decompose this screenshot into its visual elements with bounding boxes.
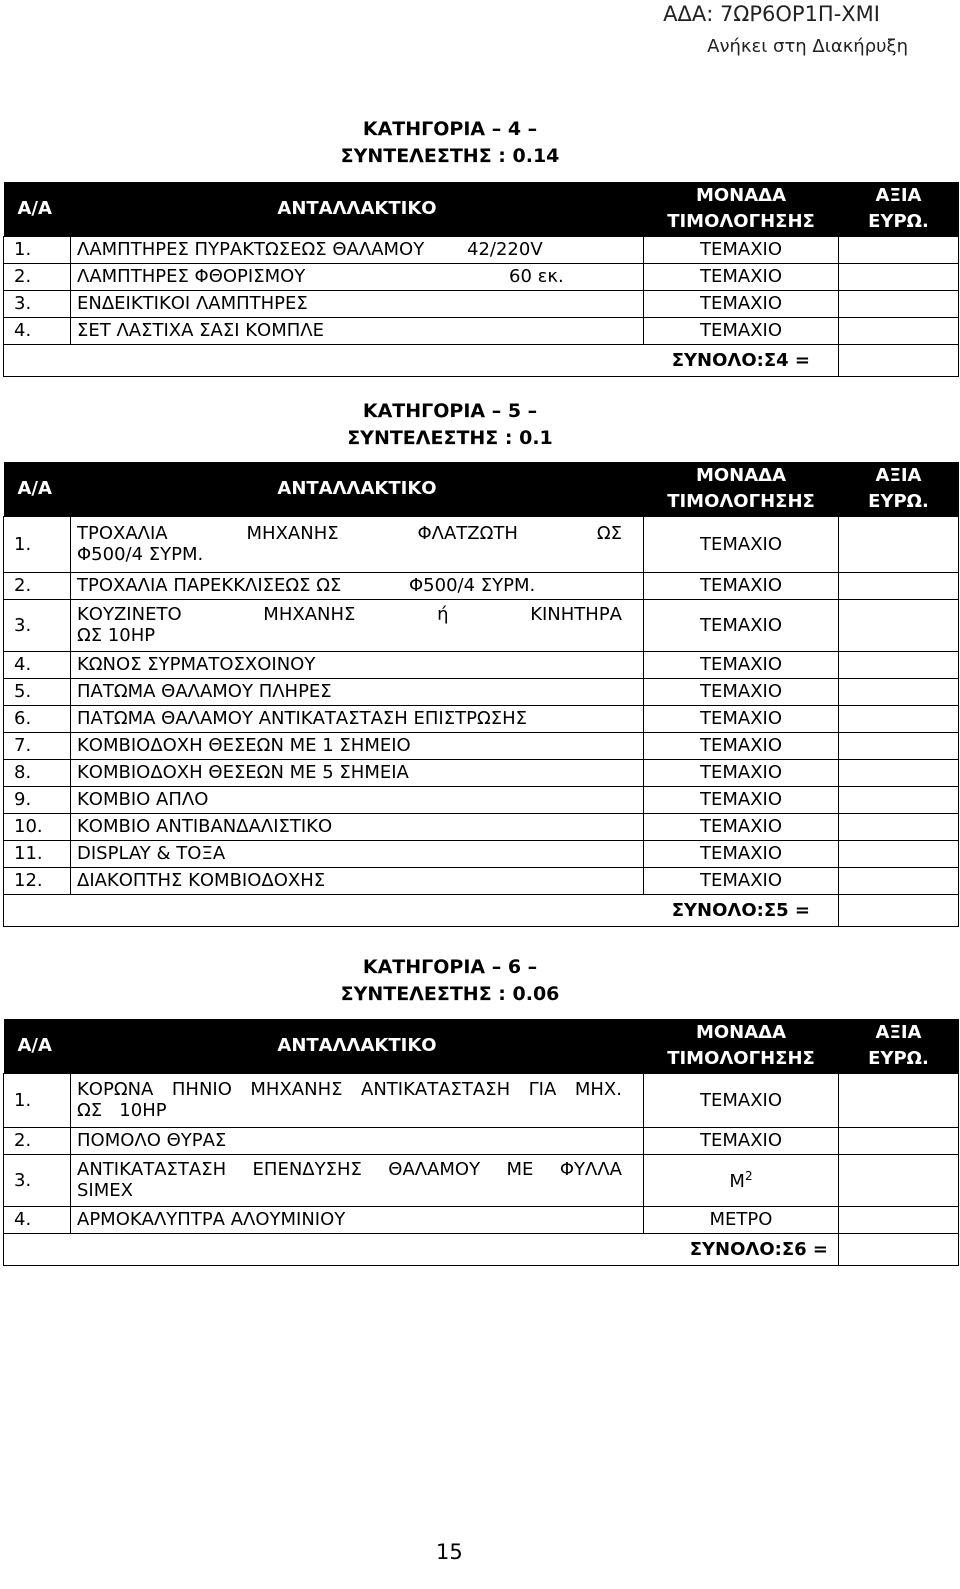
value-cell[interactable] <box>839 290 959 317</box>
table-row: 10. ΚΟΜΒΙΟ ΑΝΤΙΒΑΝΔΑΛΙΣΤΙΚΟ ΤΕΜΑΧΙΟ <box>4 813 959 840</box>
col-part-header: ΑΝΤΑΛΛΑΚΤΙΚΟ <box>71 1019 644 1073</box>
value-cell[interactable] <box>839 516 959 572</box>
table-row: 3. ΚΟΥΖΙΝΕΤΟ ΜΗΧΑΝΗΣ ή ΚΙΝΗΤΗΡΑ ΩΣ 10HP ΤΕΜΑΧΙΟ <box>4 599 959 651</box>
value-cell[interactable] <box>839 599 959 651</box>
table-row: 3. ΕΝΔΕΙΚΤΙΚΟΙ ΛΑΜΠΤΗΡΕΣ ΤΕΜΑΧΙΟ <box>4 290 959 317</box>
col-part-header: ΑΝΤΑΛΛΑΚΤΙΚΟ <box>71 462 644 516</box>
header-note: Ανήκει στη Διακήρυξη <box>707 36 908 57</box>
table-row: 2. ΛΑΜΠΤΗΡΕΣ ΦΘΟΡΙΣΜΟΥ 60 εκ. ΤΕΜΑΧΙΟ <box>4 263 959 290</box>
value-cell[interactable] <box>839 732 959 759</box>
value-cell[interactable] <box>839 867 959 894</box>
value-cell[interactable] <box>839 263 959 290</box>
value-cell[interactable] <box>839 572 959 599</box>
table-row: 12. ΔΙΑΚΟΠΤΗΣ ΚΟΜΒΙΟΔΟΧΗΣ ΤΕΜΑΧΙΟ <box>4 867 959 894</box>
total-label: ΣΥΝΟΛΟ:Σ4 = <box>4 344 839 376</box>
total-row <box>4 344 959 376</box>
value-cell[interactable] <box>839 317 959 344</box>
col-unit-header: ΜΟΝΑΔΑ ΤΙΜΟΛΟΓΗΣΗΣ <box>644 462 839 516</box>
category-factor: ΣΥΝΤΕΛΕΣΤΗΣ : 0.1 <box>347 427 553 449</box>
category-title: ΚΑΤΗΓΟΡΙΑ – 5 – <box>362 400 538 422</box>
table-row: 6. ΠΑΤΩΜΑ ΘΑΛΑΜΟΥ ΑΝΤΙΚΑΤΑΣΤΑΣΗ ΕΠΙΣΤΡΩΣΗΣ ΤΕΜΑΧΙΟ <box>4 705 959 732</box>
table-row: 2. ΠΟΜΟΛΟ ΘΥΡΑΣ ΤΕΜΑΧΙΟ <box>4 1127 959 1154</box>
col-num-header: Α/Α <box>4 462 71 516</box>
table-row: 7. ΚΟΜΒΙΟΔΟΧΗ ΘΕΣΕΩΝ ΜΕ 1 ΣΗΜΕΙΟ ΤΕΜΑΧΙΟ <box>4 732 959 759</box>
total-row <box>4 1233 959 1265</box>
ada-code: ΑΔΑ: 7ΩΡ6ΟΡ1Π-ΧΜΙ <box>663 2 880 26</box>
category-4-table <box>3 182 959 377</box>
value-cell[interactable] <box>839 759 959 786</box>
category-title: ΚΑΤΗΓΟΡΙΑ – 6 – <box>362 956 538 978</box>
table-row: 1. ΛΑΜΠΤΗΡΕΣ ΠΥΡΑΚΤΩΣΕΩΣ ΘΑΛΑΜΟΥ 42/220V ΤΕΜΑΧΙΟ <box>4 236 959 263</box>
table-header-row <box>4 1019 959 1073</box>
page-number: 15 <box>436 1540 463 1564</box>
value-cell[interactable] <box>839 1206 959 1233</box>
category-5-table <box>3 462 959 927</box>
value-cell[interactable] <box>839 236 959 263</box>
category-factor: ΣΥΝΤΕΛΕΣΤΗΣ : 0.06 <box>340 983 560 1005</box>
table-row: 8. ΚΟΜΒΙΟΔΟΧΗ ΘΕΣΕΩΝ ΜΕ 5 ΣΗΜΕΙΑ ΤΕΜΑΧΙΟ <box>4 759 959 786</box>
value-cell[interactable] <box>839 1154 959 1206</box>
total-value-cell[interactable] <box>839 1233 959 1265</box>
category-factor: ΣΥΝΤΕΛΕΣΤΗΣ : 0.14 <box>340 145 560 167</box>
table-row: 4. ΚΩΝΟΣ ΣΥΡΜΑΤΟΣΧΟΙΝΟΥ ΤΕΜΑΧΙΟ <box>4 651 959 678</box>
col-num-header: Α/Α <box>4 1019 71 1073</box>
category-6-table <box>3 1019 959 1266</box>
value-cell[interactable] <box>839 651 959 678</box>
total-label: ΣΥΝΟΛΟ:Σ5 = <box>4 894 839 926</box>
col-value-header: ΑΞΙΑ ΕΥΡΩ. <box>839 462 959 516</box>
category-4-heading <box>290 116 610 170</box>
table-row: 11. DISPLAY & ΤΟΞΑ ΤΕΜΑΧΙΟ <box>4 840 959 867</box>
value-cell[interactable] <box>839 1073 959 1127</box>
category-5-heading <box>290 398 610 452</box>
total-value-cell[interactable] <box>839 894 959 926</box>
col-num-header: Α/Α <box>4 182 71 236</box>
col-unit-header: ΜΟΝΑΔΑ ΤΙΜΟΛΟΓΗΣΗΣ <box>644 182 839 236</box>
category-6-heading <box>290 954 610 1008</box>
total-value-cell[interactable] <box>839 344 959 376</box>
table-row: 3. ΑΝΤΙΚΑΤΑΣΤΑΣΗ ΕΠΕΝΔΥΣΗΣ ΘΑΛΑΜΟΥ ΜΕ ΦΥΛΛΑ SIMEX $M^2$ <box>4 1154 959 1206</box>
value-cell[interactable] <box>839 813 959 840</box>
table-row: 5. ΠΑΤΩΜΑ ΘΑΛΑΜΟΥ ΠΛΗΡΕΣ ΤΕΜΑΧΙΟ <box>4 678 959 705</box>
table-header-row <box>4 462 959 516</box>
col-value-header: ΑΞΙΑ ΕΥΡΩ. <box>839 182 959 236</box>
value-cell[interactable] <box>839 840 959 867</box>
col-part-header: ΑΝΤΑΛΛΑΚΤΙΚΟ <box>71 182 644 236</box>
table-row: 2. ΤΡΟΧΑΛΙΑ ΠΑΡΕΚΚΛΙΣΕΩΣ ΩΣ Φ500/4 ΣΥΡΜ. ΤΕΜΑΧΙΟ <box>4 572 959 599</box>
category-title: ΚΑΤΗΓΟΡΙΑ – 4 – <box>362 118 538 140</box>
value-cell[interactable] <box>839 678 959 705</box>
total-label: ΣΥΝΟΛΟ:Σ6 = <box>4 1233 839 1265</box>
value-cell[interactable] <box>839 705 959 732</box>
value-cell[interactable] <box>839 1127 959 1154</box>
table-header-row <box>4 182 959 236</box>
total-row <box>4 894 959 926</box>
table-row: 1. ΤΡΟΧΑΛΙΑ ΜΗΧΑΝΗΣ ΦΛΑΤΖΩΤΗ ΩΣ Φ500/4 ΣΥΡΜ. ΤΕΜΑΧΙΟ <box>4 516 959 572</box>
table-row: 4. ΣΕΤ ΛΑΣΤΙΧΑ ΣΑΣΙ ΚΟΜΠΛΕ ΤΕΜΑΧΙΟ <box>4 317 959 344</box>
col-value-header: ΑΞΙΑ ΕΥΡΩ. <box>839 1019 959 1073</box>
col-unit-header: ΜΟΝΑΔΑ ΤΙΜΟΛΟΓΗΣΗΣ <box>644 1019 839 1073</box>
table-row: 4. ΑΡΜΟΚΑΛΥΠΤΡΑ ΑΛΟΥΜΙΝΙΟΥ ΜΕΤΡΟ <box>4 1206 959 1233</box>
table-row: 9. ΚΟΜΒΙΟ ΑΠΛΟ ΤΕΜΑΧΙΟ <box>4 786 959 813</box>
table-row: 1. ΚΟΡΩΝΑ ΠΗΝΙΟ ΜΗΧΑΝΗΣ ΑΝΤΙΚΑΤΑΣΤΑΣΗ ΓΙΑ ΜΗΧ. ΩΣ 10HP ΤΕΜΑΧΙΟ <box>4 1073 959 1127</box>
value-cell[interactable] <box>839 786 959 813</box>
